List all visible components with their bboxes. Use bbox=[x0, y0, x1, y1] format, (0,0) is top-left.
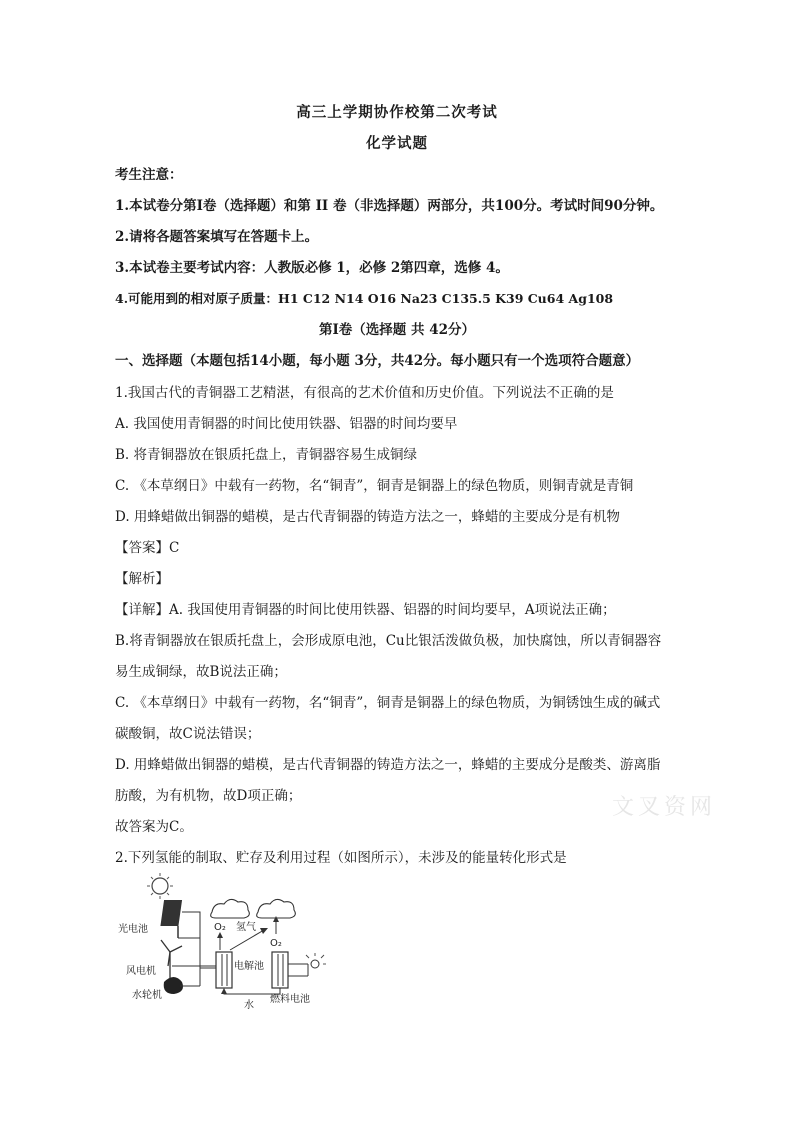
label-water: 水 bbox=[244, 1000, 254, 1011]
notice-heading: 考生注意： bbox=[115, 167, 183, 183]
question-stem: 1.我国古代的青铜器工艺精湛，有很高的艺术价值和历史价值。下列说法不正确的是 bbox=[115, 385, 614, 401]
detail-line: D. 用蜂蜡做出铜器的蜡模，是古代青铜器的铸造方法之一，蜂蜡的主要成分是酸类、游离脂 bbox=[115, 757, 661, 773]
label-fuel-cell: 燃料电池 bbox=[270, 994, 310, 1005]
detail-line: C. 《本草纲日》中载有一药物，名“铜青”，铜青是铜器上的绿色物质，为铜锈蚀生成的碱式 bbox=[115, 695, 661, 711]
question-stem: 2.下列氢能的制取、贮存及利用过程（如图所示），未涉及的能量转化形式是 bbox=[115, 850, 567, 866]
fuel-cell-icon bbox=[272, 952, 288, 988]
label-water-turbine: 水轮机 bbox=[132, 990, 162, 1001]
label-o2-right: O₂ bbox=[270, 938, 282, 949]
detail-line: B.将青铜器放在银质托盘上，会形成原电池，Cu比银活泼做负极，加快腐蚀，所以青铜器容 bbox=[115, 633, 662, 649]
question-option: A. 我国使用青铜器的时间比使用铁器、铝器的时间均要早 bbox=[115, 416, 458, 432]
detail-line: 肪酸，为有机物，故D项正确； bbox=[115, 788, 302, 804]
notice-item: 1.本试卷分第Ⅰ卷（选择题）和第 II 卷（非选择题）两部分，共100分。考试时间90分钟。 bbox=[115, 198, 664, 214]
detail-line: 碳酸铜，故C说法错误； bbox=[115, 726, 261, 742]
notice-item: 4.可能用到的相对原子质量：H1 C12 N14 O16 Na23 C135.5 K39 Cu64 Ag108 bbox=[115, 291, 614, 306]
electrolyzer-icon bbox=[216, 952, 232, 988]
detail-line: 故答案为C。 bbox=[115, 819, 193, 835]
label-solar: 光电池 bbox=[118, 924, 148, 935]
exam-title: 高三上学期协作校第二次考试 bbox=[296, 104, 498, 121]
lamp-icon bbox=[288, 953, 326, 976]
analysis-label: 【解析】 bbox=[115, 571, 169, 587]
hydrogen-energy-diagram bbox=[112, 872, 337, 1020]
detail-line: 【详解】A. 我国使用青铜器的时间比使用铁器、铝器的时间均要早，A项说法正确； bbox=[115, 602, 616, 618]
label-o2-left: O₂ bbox=[214, 922, 226, 933]
question-option: B. 将青铜器放在银质托盘上，青铜器容易生成铜绿 bbox=[115, 447, 418, 463]
watermark: 文叉资网 bbox=[612, 795, 717, 820]
cloud-icon bbox=[257, 899, 296, 918]
section-heading: 第Ⅰ卷（选择题 共 42分） bbox=[318, 322, 475, 338]
section-instruction: 一、选择题（本题包括14小题，每小题 3分，共42分。每小题只有一个选项符合题意） bbox=[115, 353, 640, 369]
answer-line: 【答案】C bbox=[115, 540, 180, 556]
notice-item: 2.请将各题答案填写在答题卡上。 bbox=[115, 229, 319, 245]
notice-item: 3.本试卷主要考试内容：人教版必修 1，必修 2第四章，选修 4。 bbox=[115, 260, 509, 276]
label-wind: 风电机 bbox=[126, 966, 156, 977]
question-option: C. 《本草纲日》中载有一药物，名“铜青”，铜青是铜器上的绿色物质，则铜青就是青铜 bbox=[115, 478, 634, 494]
cloud-icon bbox=[211, 899, 250, 918]
detail-line: 易生成铜绿，故B说法正确； bbox=[115, 664, 287, 680]
label-hydrogen: 氢气 bbox=[236, 922, 256, 933]
label-electrolyzer: 电解池 bbox=[234, 961, 264, 972]
solar-panel-icon bbox=[160, 900, 182, 938]
subject-title: 化学试题 bbox=[366, 135, 428, 152]
wind-turbine-icon bbox=[161, 940, 182, 978]
question-option: D. 用蜂蜡做出铜器的蜡模，是古代青铜器的铸造方法之一，蜂蜡的主要成分是有机物 bbox=[115, 509, 620, 525]
sun-icon bbox=[147, 873, 173, 899]
